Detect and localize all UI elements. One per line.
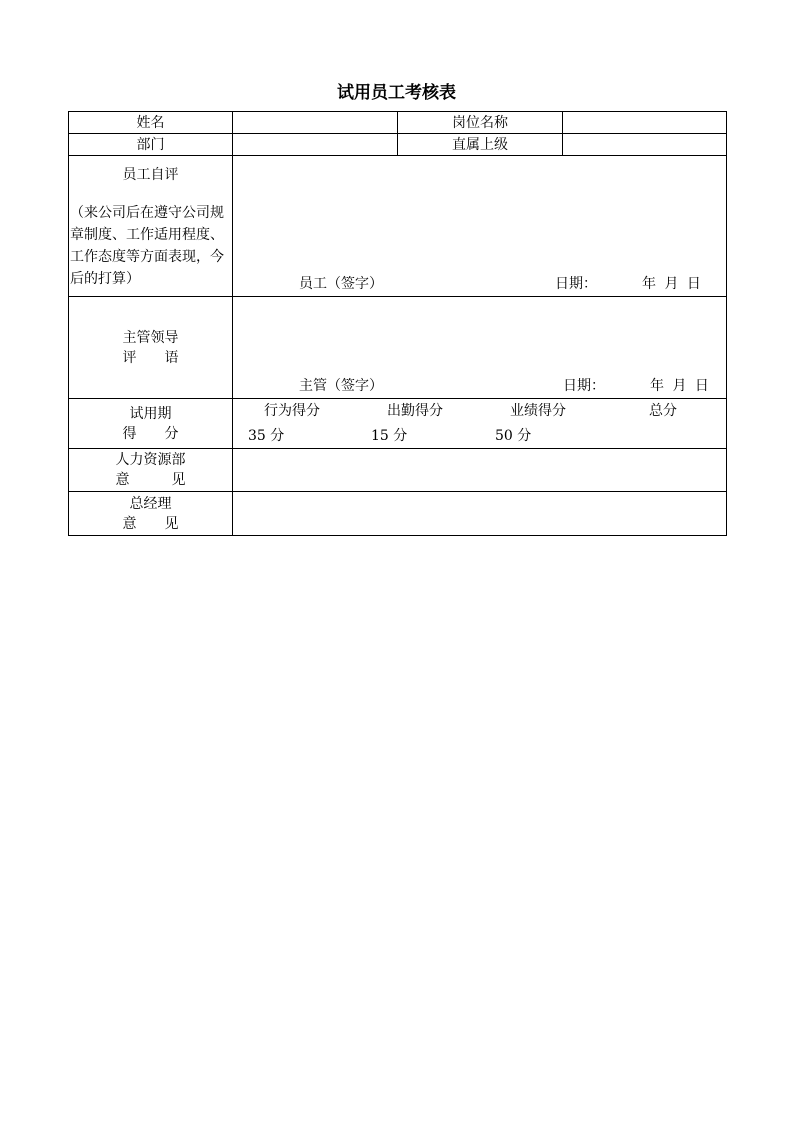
row-probation-score: [69, 399, 727, 449]
manager-comment-label-line1: 主管领导: [122, 329, 179, 346]
gm-opinion-field[interactable]: [233, 492, 727, 536]
self-eval-note: （来公司后在遵守公司规章制度、工作适用程度、工作态度等方面表现，今后的打算）: [70, 205, 224, 287]
row-hr-opinion: [69, 449, 727, 492]
hr-opinion-field[interactable]: [233, 449, 727, 492]
form-title: 试用员工考核表: [337, 83, 456, 103]
row-name-position: [69, 112, 727, 134]
position-label: 岗位名称: [398, 112, 563, 134]
gm-opinion-label-line2: 意 见: [122, 515, 179, 532]
row-dept-supervisor: [69, 134, 727, 156]
probation-score-label-line2: 得 分: [122, 425, 179, 442]
behavior-score-points: 35 分: [248, 428, 285, 444]
self-eval-date-ymd: 年 月 日: [642, 276, 701, 292]
self-eval-date-label: 日期：: [555, 276, 597, 292]
hr-opinion-label-cell: [69, 449, 233, 492]
probation-score-label-cell: [69, 399, 233, 449]
performance-score-label: 业绩得分: [510, 403, 566, 419]
self-eval-label-cell: [69, 156, 233, 297]
self-eval-field[interactable]: [233, 156, 727, 297]
self-eval-label: 员工自评: [122, 167, 179, 183]
manager-comment-label-cell: [69, 297, 233, 399]
supervisor-label: 直属上级: [398, 134, 563, 156]
hr-opinion-label-line2: 意 见: [115, 472, 186, 488]
total-score-label: 总分: [649, 403, 677, 419]
name-label: 姓名: [69, 112, 233, 134]
row-manager-comment: [69, 297, 727, 399]
gm-opinion-label-line1: 总经理: [129, 495, 172, 512]
attendance-score-points: 15 分: [371, 428, 408, 444]
row-gm-opinion: [69, 492, 727, 536]
manager-comment-label-line2: 评 语: [122, 349, 179, 366]
manager-date-label: 日期：: [563, 378, 605, 394]
position-field[interactable]: [563, 112, 727, 134]
attendance-score-label: 出勤得分: [387, 403, 443, 419]
manager-date-ymd: 年 月 日: [650, 378, 709, 394]
performance-score-points: 50 分: [495, 428, 532, 444]
behavior-score-label: 行为得分: [264, 403, 320, 419]
row-self-eval: [69, 156, 727, 297]
name-field[interactable]: [233, 112, 398, 134]
gm-opinion-label-cell: [69, 492, 233, 536]
employee-sign-label: 员工（签字）: [299, 276, 383, 292]
evaluation-form-table: [68, 111, 727, 536]
dept-field[interactable]: [233, 134, 398, 156]
dept-label: 部门: [69, 134, 233, 156]
manager-comment-field[interactable]: [233, 297, 727, 399]
hr-opinion-label-line1: 人力资源部: [115, 452, 186, 468]
manager-sign-label: 主管（签字）: [299, 378, 383, 394]
probation-score-field[interactable]: [233, 399, 727, 449]
probation-score-label-line1: 试用期: [129, 405, 172, 422]
supervisor-field[interactable]: [563, 134, 727, 156]
